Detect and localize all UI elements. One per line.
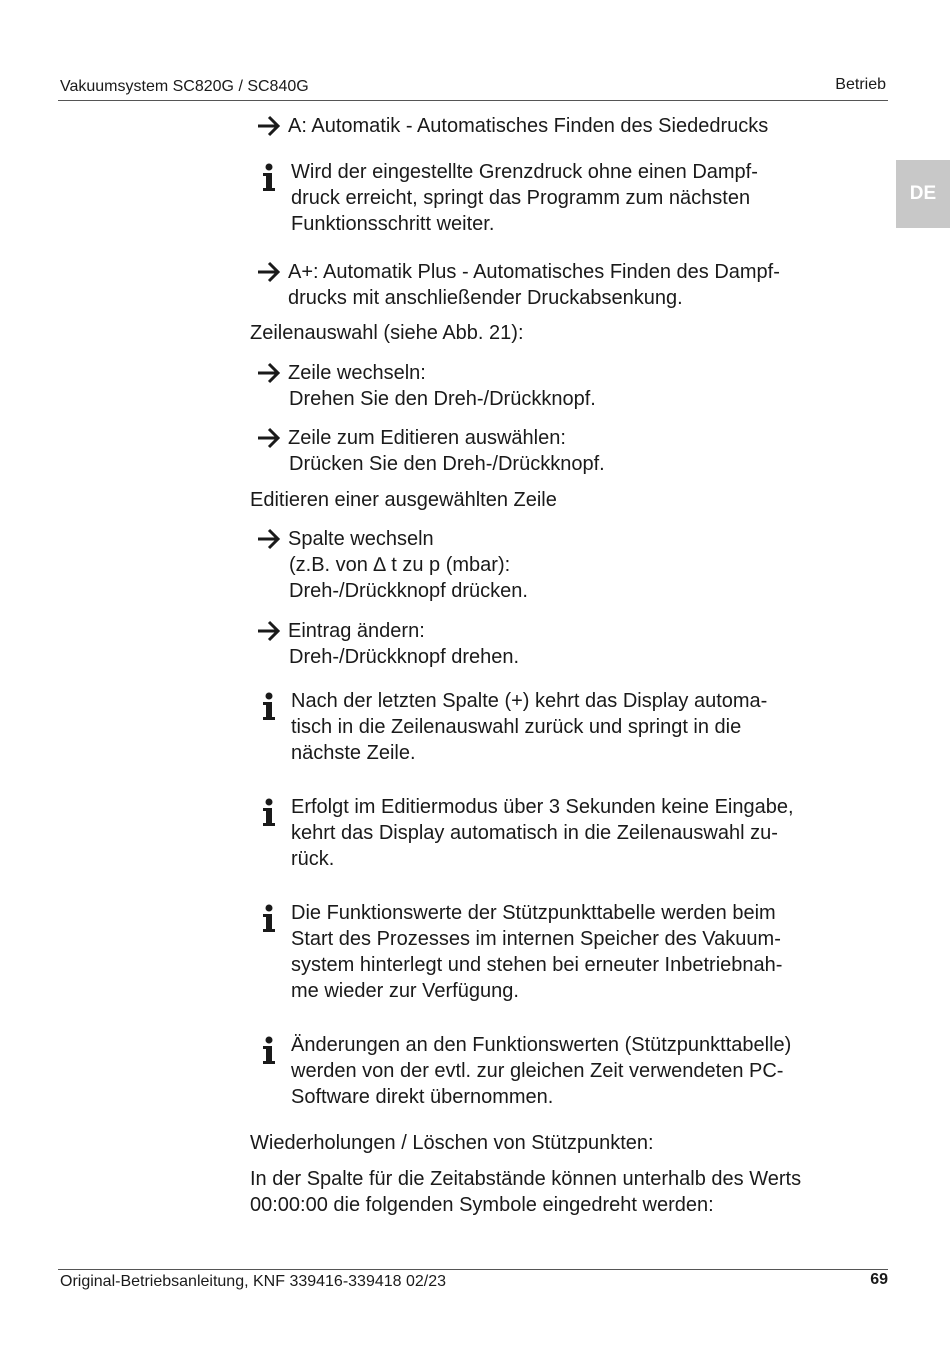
- text-line: me wieder zur Verfügung.: [291, 980, 519, 1002]
- arrow-right-icon: [256, 115, 282, 137]
- text-line: Spalte wechseln: [288, 528, 434, 550]
- paragraph-spalte-zeitabstaende: [250, 1166, 890, 1218]
- text-line: Start des Prozesses im internen Speicher des Vakuum-: [291, 928, 781, 950]
- text-line: Drehen Sie den Dreh-/Drückknopf.: [289, 388, 596, 410]
- text-line: Funktionsschritt weiter.: [291, 213, 495, 235]
- text-line: Drücken Sie den Dreh-/Drückknopf.: [289, 453, 605, 475]
- text-line: werden von der evtl. zur gleichen Zeit verwendeten PC-: [291, 1060, 784, 1082]
- header-right: Betrieb: [835, 76, 886, 93]
- text-line: Eintrag ändern:: [288, 620, 425, 642]
- text-line: kehrt das Display automatisch in die Zeilenauswahl zu-: [291, 822, 778, 844]
- header-left: Vakuumsystem SC820G / SC840G: [60, 78, 309, 95]
- arrow-right-icon: [256, 261, 282, 283]
- text-line: Erfolgt im Editiermodus über 3 Sekunden keine Eingabe,: [291, 796, 794, 818]
- heading-zeilenauswahl: Zeilenauswahl (siehe Abb. 21):: [250, 322, 524, 344]
- text-line: rück.: [291, 848, 335, 870]
- text-line: Software direkt übernommen.: [291, 1086, 554, 1108]
- text-line: nächste Zeile.: [291, 742, 416, 764]
- text-line: Zeile wechseln:: [288, 362, 426, 384]
- text-line: Wird der eingestellte Grenzdruck ohne einen Dampf-: [291, 161, 758, 183]
- arrow-right-icon: [256, 620, 282, 642]
- info-icon: [261, 904, 277, 934]
- text-line: Dreh-/Drückknopf drehen.: [289, 646, 520, 668]
- footer-rule: [58, 1269, 888, 1270]
- arrow-right-icon: [256, 362, 282, 384]
- text-line: tisch in die Zeilenauswahl zurück und springt in die: [291, 716, 742, 738]
- text-line: Die Funktionswerte der Stützpunkttabelle werden beim: [291, 902, 776, 924]
- text-line: A: Automatik - Automatisches Finden des Siededrucks: [288, 115, 769, 137]
- page-number: 69: [870, 1271, 888, 1288]
- text-line: Dreh-/Drückknopf drücken.: [289, 580, 528, 602]
- info-icon: [261, 1036, 277, 1066]
- footer-left: Original-Betriebsanleitung, KNF 339416-339418 02/23: [60, 1273, 447, 1290]
- header-rule: [58, 100, 888, 101]
- heading-wiederholungen: Wiederholungen / Löschen von Stützpunkten:: [250, 1132, 654, 1154]
- text-line: Zeile zum Editieren auswählen:: [288, 427, 566, 449]
- info-icon: [261, 163, 277, 193]
- language-tab: DE: [896, 160, 950, 228]
- text-line: Änderungen an den Funktionswerten (Stützpunkttabelle): [291, 1034, 792, 1056]
- text-line: drucks mit anschließender Druckabsenkung.: [288, 287, 683, 309]
- info-icon: [261, 692, 277, 722]
- text-line: system hinterlegt und stehen bei erneuter Inbetriebnah-: [291, 954, 783, 976]
- arrow-right-icon: [256, 528, 282, 550]
- heading-editieren: Editieren einer ausgewählten Zeile: [250, 489, 557, 511]
- text-line: druck erreicht, springt das Programm zum nächsten: [291, 187, 751, 209]
- text-line: (z.B. von ∆ t zu p (mbar):: [289, 554, 511, 576]
- text-line: In der Spalte für die Zeitabstände können unterhalb des Werts: [250, 1168, 802, 1190]
- text-line: A+: Automatik Plus - Automatisches Finden des Dampf-: [288, 261, 780, 283]
- text-line: Nach der letzten Spalte (+) kehrt das Display automa-: [291, 690, 768, 712]
- info-icon: [261, 798, 277, 828]
- text-line: 00:00:00 die folgenden Symbole eingedreht werden:: [250, 1194, 714, 1216]
- arrow-right-icon: [256, 427, 282, 449]
